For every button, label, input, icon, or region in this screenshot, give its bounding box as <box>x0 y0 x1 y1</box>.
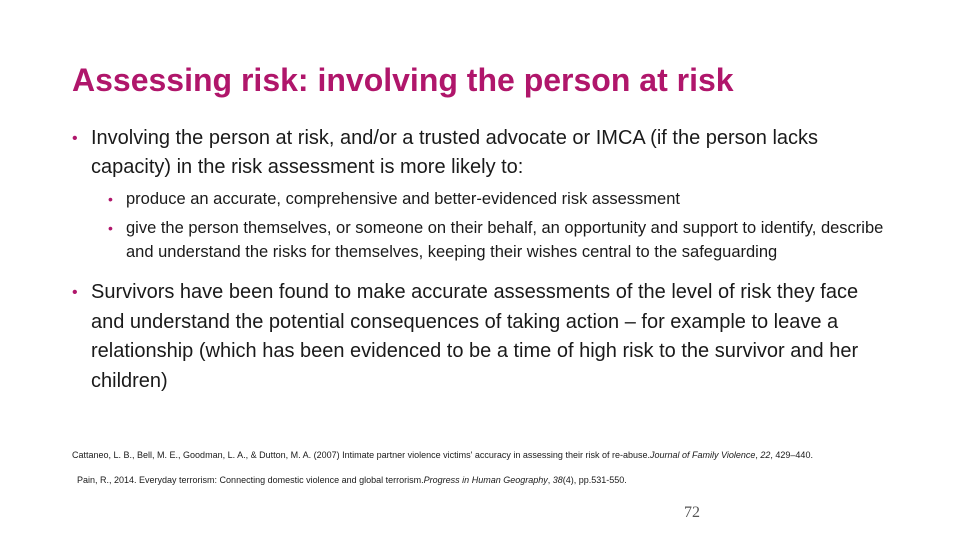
reference-separator: , <box>547 475 553 485</box>
reference-item <box>72 451 902 460</box>
sub-bullet-list <box>108 187 892 264</box>
bullet-list <box>72 124 892 396</box>
reference-journal: Journal of Family Violence <box>649 450 756 460</box>
reference-item <box>72 476 902 485</box>
reference-volume: 22 <box>760 450 771 460</box>
sub-bullet-item <box>108 187 892 211</box>
bullet-text: Involving the person at risk, and/or a trusted advocate or IMCA (if the person lacks capacity) in the risk assessment is more likely to: <box>91 127 819 178</box>
reference-pages: , 429–440. <box>770 450 813 460</box>
bullet-text: Survivors have been found to make accurate assessments of the level of risk they face and understand the potential consequences of taking action – for example to leave a relationship (which has been evidenced to be a time of high risk to the survivor and her children) <box>91 281 859 392</box>
bullet-dot-icon: • <box>72 130 78 147</box>
bullet-dot-icon: • <box>72 284 78 301</box>
sub-bullet-text: give the person themselves, or someone on their behalf, an opportunity and support to identify, describe and understand the risks for themselves, keeping their wishes central to the safeguarding <box>126 219 884 261</box>
page-number: 72 <box>684 504 700 521</box>
reference-pages: (4), pp.531-550. <box>562 475 627 485</box>
references <box>72 451 902 485</box>
slide-title: Assessing risk: involving the person at risk <box>72 62 734 98</box>
reference-text: Pain, R., 2014. Everyday terrorism: Connecting domestic violence and global terrorism. <box>77 475 424 485</box>
reference-separator: , <box>755 450 761 460</box>
reference-volume: 38 <box>552 475 563 485</box>
bullet-dot-icon: • <box>108 220 113 236</box>
bullet-item <box>72 124 892 182</box>
sub-bullet-item <box>108 216 892 264</box>
bullet-item <box>72 278 892 396</box>
reference-text: Cattaneo, L. B., Bell, M. E., Goodman, L. A., & Dutton, M. A. (2007) Intimate partner violence victims' accuracy in assessing their risk of re-abuse. <box>72 450 650 460</box>
bullet-dot-icon: • <box>108 191 113 207</box>
sub-bullet-text: produce an accurate, comprehensive and better-evidenced risk assessment <box>126 190 680 208</box>
reference-journal: Progress in Human Geography <box>423 475 548 485</box>
